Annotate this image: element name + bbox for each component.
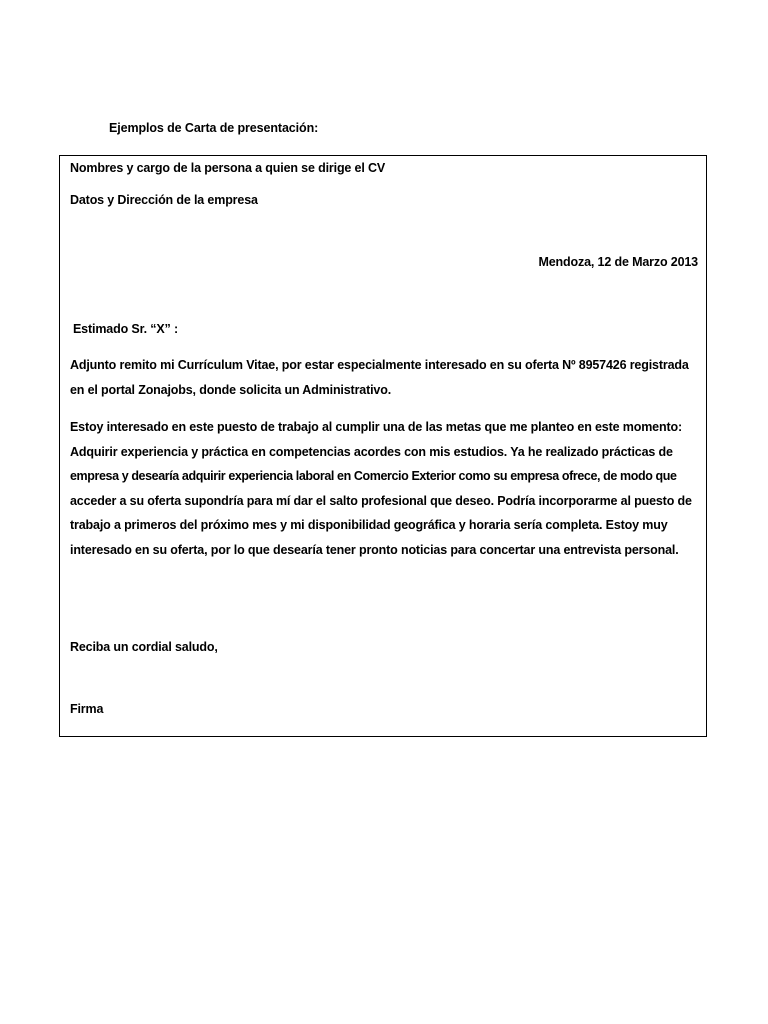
signature-line: Firma bbox=[70, 702, 104, 716]
paragraph-2-line: acceder a su oferta supondría para mí dar el salto profesional que deseo. Podría incorporarme al puesto de bbox=[70, 493, 692, 508]
paragraph-2-line: interesado en su oferta, por lo que desearía tener pronto noticias para concertar una entrevista personal. bbox=[70, 542, 679, 557]
page-heading: Ejemplos de Carta de presentación: bbox=[109, 121, 319, 135]
paragraph-2-line: Estoy interesado en este puesto de trabajo al cumplir una de las metas que me planteo en este momento: bbox=[70, 420, 682, 434]
paragraph-2-line: Adquirir experiencia y práctica en competencias acordes con mis estudios. Ya he realizado prácticas de bbox=[70, 444, 673, 459]
paragraph-1-line: Adjunto remito mi Currículum Vitae, por estar especialmente interesado en su oferta Nº 8957426 registrada bbox=[70, 358, 689, 372]
paragraph-2 bbox=[70, 415, 700, 562]
greeting: Estimado Sr. “X” : bbox=[73, 322, 178, 336]
paragraph-2-line: empresa y desearía adquirir experiencia laboral en Comercio Exterior como su empresa ofrece, de modo que bbox=[70, 469, 677, 483]
letter-box bbox=[59, 155, 707, 737]
recipient-line: Nombres y cargo de la persona a quien se dirige el CV bbox=[70, 161, 386, 175]
company-line: Datos y Dirección de la empresa bbox=[70, 193, 258, 207]
closing-line: Reciba un cordial saludo, bbox=[70, 640, 218, 654]
place-date: Mendoza, 12 de Marzo 2013 bbox=[538, 255, 698, 269]
paragraph-1 bbox=[70, 353, 700, 402]
paragraph-2-line: trabajo a primeros del próximo mes y mi disponibilidad geográfica y horaria sería completa. Estoy muy bbox=[70, 518, 668, 532]
paragraph-1-line: en el portal Zonajobs, donde solicita un Administrativo. bbox=[70, 382, 392, 397]
